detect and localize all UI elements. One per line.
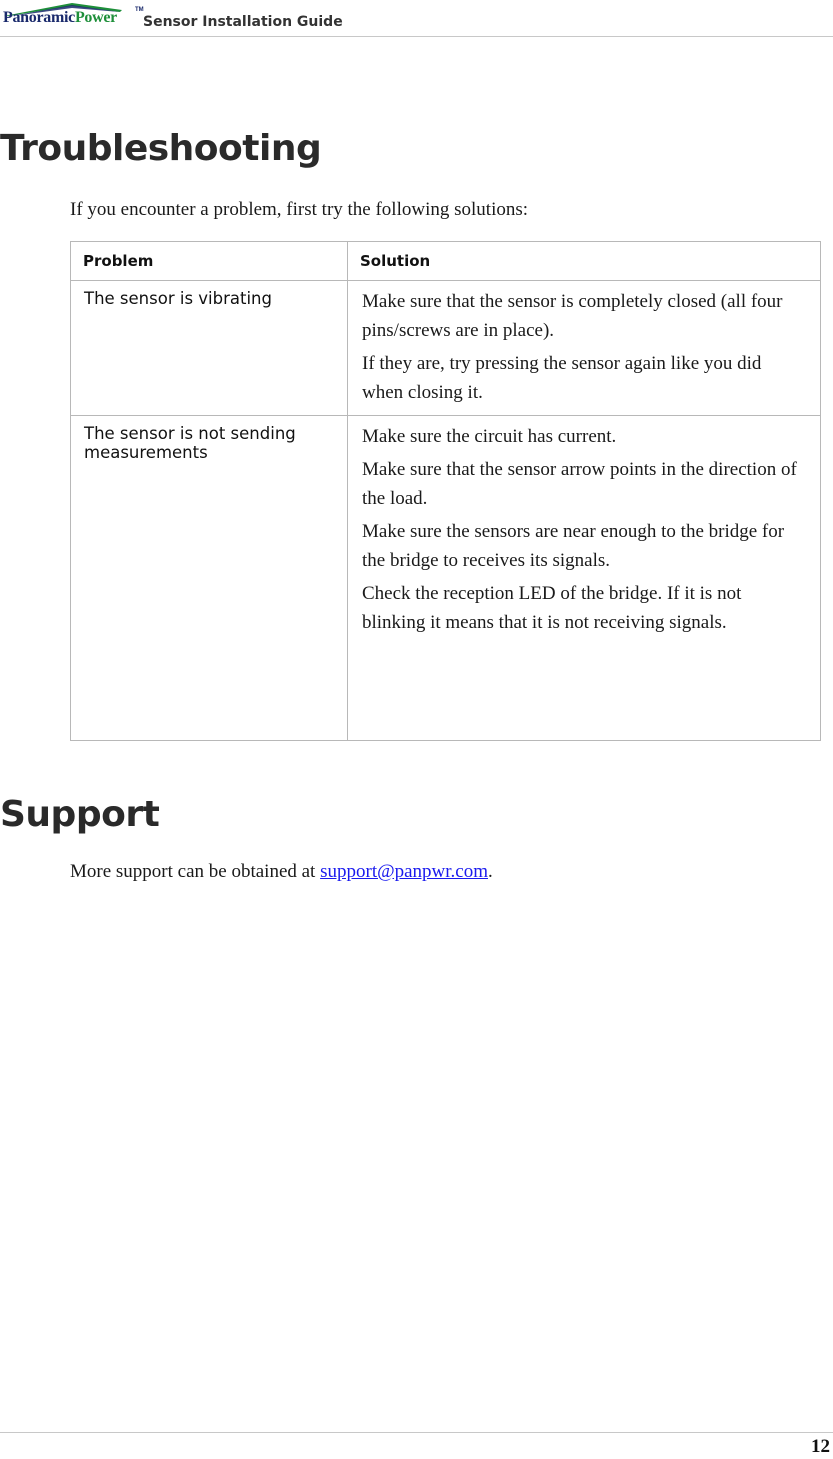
solution-step: Make sure the circuit has current. [362, 426, 617, 447]
problem-cell: The sensor is vibrating [71, 281, 348, 416]
troubleshooting-heading: Troubleshooting [0, 128, 322, 169]
table-row [71, 281, 821, 416]
footer-divider [0, 1432, 833, 1433]
support-text-end: . [488, 861, 493, 882]
support-email-link[interactable]: support@panpwr.com [320, 861, 488, 882]
panoramic-power-logo [2, 0, 142, 34]
troubleshooting-table [70, 241, 821, 741]
solution-cell [348, 281, 821, 416]
solution-step: If they are, try pressing the sensor again like you did when closing it. [362, 353, 762, 403]
troubleshooting-intro: If you encounter a problem, first try the following solutions: [70, 199, 529, 220]
solution-step: Make sure that the sensor arrow points in the direction of the load. [362, 459, 797, 509]
page-header [0, 0, 833, 37]
support-text: More support can be obtained at [70, 861, 321, 882]
solution-step: Make sure the sensors are near enough to the bridge for the bridge to receives its signals. [362, 521, 785, 571]
logo-word-power: Power [74, 9, 117, 26]
problem-cell: The sensor is not sending measurements [71, 416, 348, 741]
logo-word-panoramic: Panoramic [3, 9, 75, 26]
support-heading: Support [0, 794, 160, 835]
column-header-solution: Solution [348, 242, 821, 281]
column-header-problem: Problem [71, 242, 348, 281]
table-row [71, 416, 821, 741]
page-number: 12 [811, 1436, 830, 1457]
solution-cell [348, 416, 821, 741]
logo-trademark: TM [135, 7, 144, 13]
document-title: Sensor Installation Guide [143, 14, 343, 30]
solution-step: Check the reception LED of the bridge. If it is not blinking it means that it is not receiving signals. [362, 583, 742, 633]
logo-wordmark [3, 9, 117, 27]
table-header-row [71, 242, 821, 281]
solution-step: Make sure that the sensor is completely closed (all four pins/screws are in place). [362, 291, 783, 341]
support-paragraph [70, 861, 493, 883]
